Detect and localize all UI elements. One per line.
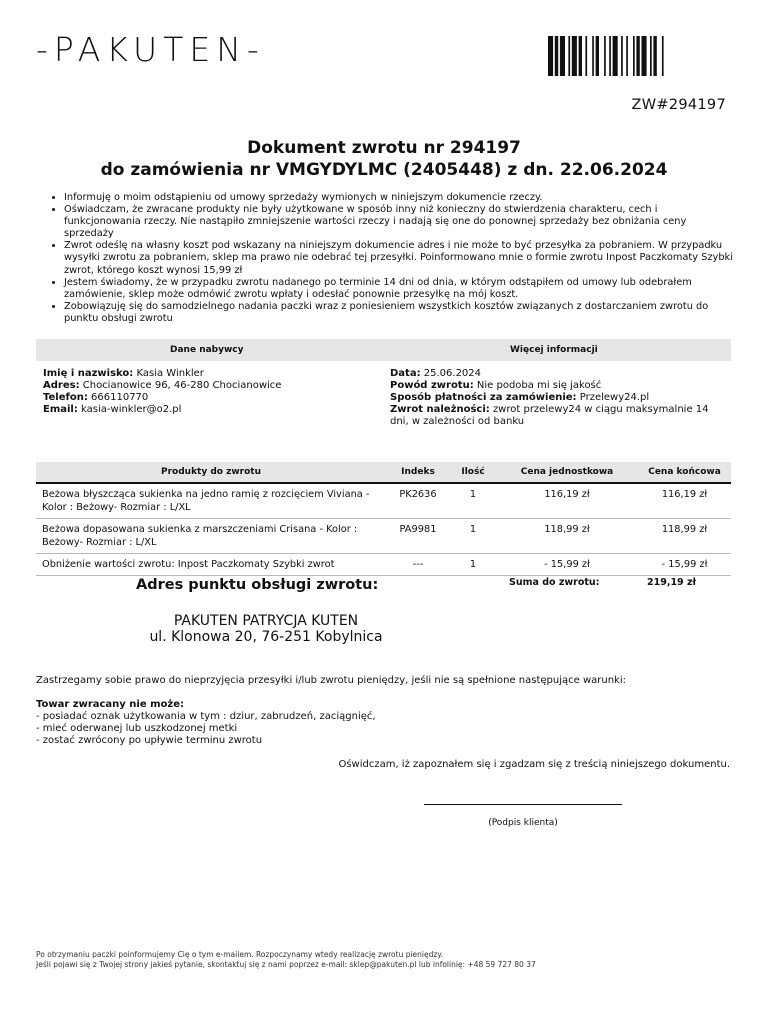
more-info-section: [390, 368, 730, 428]
document-subtitle: do zamówienia nr VMGYDYLMC (2405448) z dn. 22.06.2024: [100, 160, 668, 180]
product-qty: 1: [450, 519, 496, 554]
document-title: Dokument zwrotu nr 294197: [247, 138, 521, 158]
buyer-name: Kasia Winkler: [136, 368, 204, 379]
return-reason: Nie podoba mi się jakość: [476, 380, 602, 391]
signature-line: [424, 804, 622, 805]
return-address-name: PAKUTEN PATRYCJA KUTEN: [173, 613, 359, 629]
product-qty: 1: [450, 554, 496, 576]
table-row: [36, 519, 731, 554]
product-name: Beżowa błyszcząca sukienka na jedno ramię z rozcięciem Viviana - Kolor : Beżowy- Rozmiar : L/XL: [36, 483, 386, 519]
table-row: [36, 483, 731, 519]
product-qty: 1: [450, 483, 496, 519]
buyer-address: Chocianowice 96, 46-280 Chocianowice: [82, 380, 282, 391]
buyer-address-label: Adres:: [43, 380, 80, 391]
product-unit-price: 118,99 zł: [496, 519, 638, 554]
info-header-band: [36, 339, 731, 361]
statement-text: Oświdczam, iż zapoznałem się i zgadzam się z treścią niniejszego dokumentu.: [338, 759, 730, 770]
signature-caption: (Podpis klienta): [488, 818, 558, 828]
product-index: ---: [386, 554, 450, 576]
footer-line: Jeśli pojawi się z Twojej strony jakieś pytanie, skontaktuj się z nami poprzez e-mail: sklep@pakuten.pl lub infolinię: +48 59 727 80 37: [36, 960, 536, 969]
declaration-item: • Zobowiązuję się do samodzielnego nadania paczki wraz z poniesieniem wszystkich kosztów związanych z dostarczaniem zwrotu do punktu obsługi zwrotu: [64, 301, 734, 325]
return-date-label: Data:: [390, 368, 421, 379]
products-table: [36, 462, 731, 576]
return-address-street: ul. Klonowa 20, 76-251 Kobylnica: [149, 629, 383, 645]
buyer-name-label: Imię i nazwisko:: [43, 368, 134, 379]
refund-info: zwrot przelewy24 w ciągu maksymalnie 14 dni, w zależności od banku: [390, 404, 709, 427]
table-row: [36, 554, 731, 576]
sum-value: 219,19 zł: [647, 577, 697, 588]
brand-logo: -PAKUTEN-: [36, 30, 265, 69]
col-header-total-price: Cena końcowa: [638, 462, 731, 483]
buyer-name-row: [43, 368, 363, 380]
payment-method-label: Sposób płatności za zamówienie:: [390, 392, 577, 403]
product-total-price: - 15,99 zł: [638, 554, 731, 576]
payment-method: Przelewy24.pl: [579, 392, 650, 403]
refund-label: Zwrot należności:: [390, 404, 490, 415]
product-total-price: 118,99 zł: [638, 519, 731, 554]
refund-row: [390, 404, 730, 428]
return-date-row: [390, 368, 730, 380]
buyer-header: Dane nabywcy: [170, 345, 244, 355]
conditions-heading: Towar zwracany nie może:: [36, 699, 184, 710]
buyer-phone-row: [43, 392, 363, 404]
products-header-row: [36, 462, 731, 483]
return-code: ZW#294197: [631, 97, 726, 113]
barcode-icon: [548, 36, 728, 76]
declarations-list: [44, 192, 734, 325]
declaration-item: • Oświadczam, że zwracane produkty nie były użytkowane w sposób inny niż konieczny do stwierdzenia charakteru, cech i funkcjonowania rzeczy. Nie nastąpiło zmniejszenie wartości rzeczy i nadają się one do ponownej sprzedaży bez obniżania ceny sprzedaży: [64, 204, 734, 240]
conditions-intro: Zastrzegamy sobie prawo do nieprzyjęcia przesyłki i/lub zwrotu pieniędzy, jeśli nie są spełnione następujące warunki:: [36, 675, 626, 686]
sum-label: Suma do zwrotu:: [509, 577, 600, 588]
footer-line: Po otrzymaniu paczki poinformujemy Cię o tym e-mailem. Rozpoczynamy wtedy realizację zwrotu pieniędzy.: [36, 950, 444, 959]
return-address-heading: Adres punktu obsługi zwrotu:: [136, 577, 379, 593]
buyer-address-row: [43, 380, 363, 392]
col-header-qty: Ilość: [450, 462, 496, 483]
buyer-email-row: [43, 404, 363, 416]
product-name: Beżowa dopasowana sukienka z marszczeniami Crisana - Kolor : Beżowy- Rozmiar : L/XL: [36, 519, 386, 554]
more-info-header: Więcej informacji: [510, 345, 598, 355]
product-unit-price: - 15,99 zł: [496, 554, 638, 576]
payment-method-row: [390, 392, 730, 404]
col-header-index: Indeks: [386, 462, 450, 483]
buyer-email-label: Email:: [43, 404, 78, 415]
condition-item: - zostać zwrócony po upływie terminu zwrotu: [36, 735, 263, 746]
product-index: PK2636: [386, 483, 450, 519]
condition-item: - posiadać oznak użytkowania w tym : dziur, zabrudzeń, zaciągnięć,: [36, 711, 376, 722]
return-reason-row: [390, 380, 730, 392]
buyer-email: kasia-winkler@o2.pl: [81, 404, 182, 415]
condition-item: - mieć oderwanej lub uszkodzonej metki: [36, 723, 238, 734]
buyer-section: [43, 368, 363, 416]
declaration-item: • Jestem świadomy, że w przypadku zwrotu nadanego po terminie 14 dni od dnia, w którym odstąpiłem od umowy lub odebrałem zamówienie, sklep może odmówić zwrotu wpłaty i odesłać ponownie przesyłkę na mój koszt.: [64, 277, 734, 301]
product-index: PA9981: [386, 519, 450, 554]
declaration-item: • Informuję o moim odstąpieniu od umowy sprzedaży wymionych w niniejszym dokumencie rzeczy.: [64, 192, 734, 204]
declaration-item: • Zwrot odeślę na własny koszt pod wskazany na niniejszym dokumencie adres i nie może to być przesyłka za pobraniem. W przypadku wysyłki zwrotu za pobraniem, sklep ma prawo nie odebrać tej przesyłki. Poinformowano mnie o formie zwrotu Inpost Paczkomaty Szybki zwrot, którego koszt wynosi 15,99 zł: [64, 240, 734, 276]
col-header-unit-price: Cena jednostkowa: [496, 462, 638, 483]
col-header-product: Produkty do zwrotu: [36, 462, 386, 483]
footer-note: [36, 950, 536, 970]
product-unit-price: 116,19 zł: [496, 483, 638, 519]
buyer-phone-label: Telefon:: [43, 392, 88, 403]
return-date: 25.06.2024: [423, 368, 482, 379]
return-reason-label: Powód zwrotu:: [390, 380, 474, 391]
buyer-phone: 666110770: [91, 392, 149, 403]
product-total-price: 116,19 zł: [638, 483, 731, 519]
product-name: Obniżenie wartości zwrotu: Inpost Paczkomaty Szybki zwrot: [36, 554, 386, 576]
